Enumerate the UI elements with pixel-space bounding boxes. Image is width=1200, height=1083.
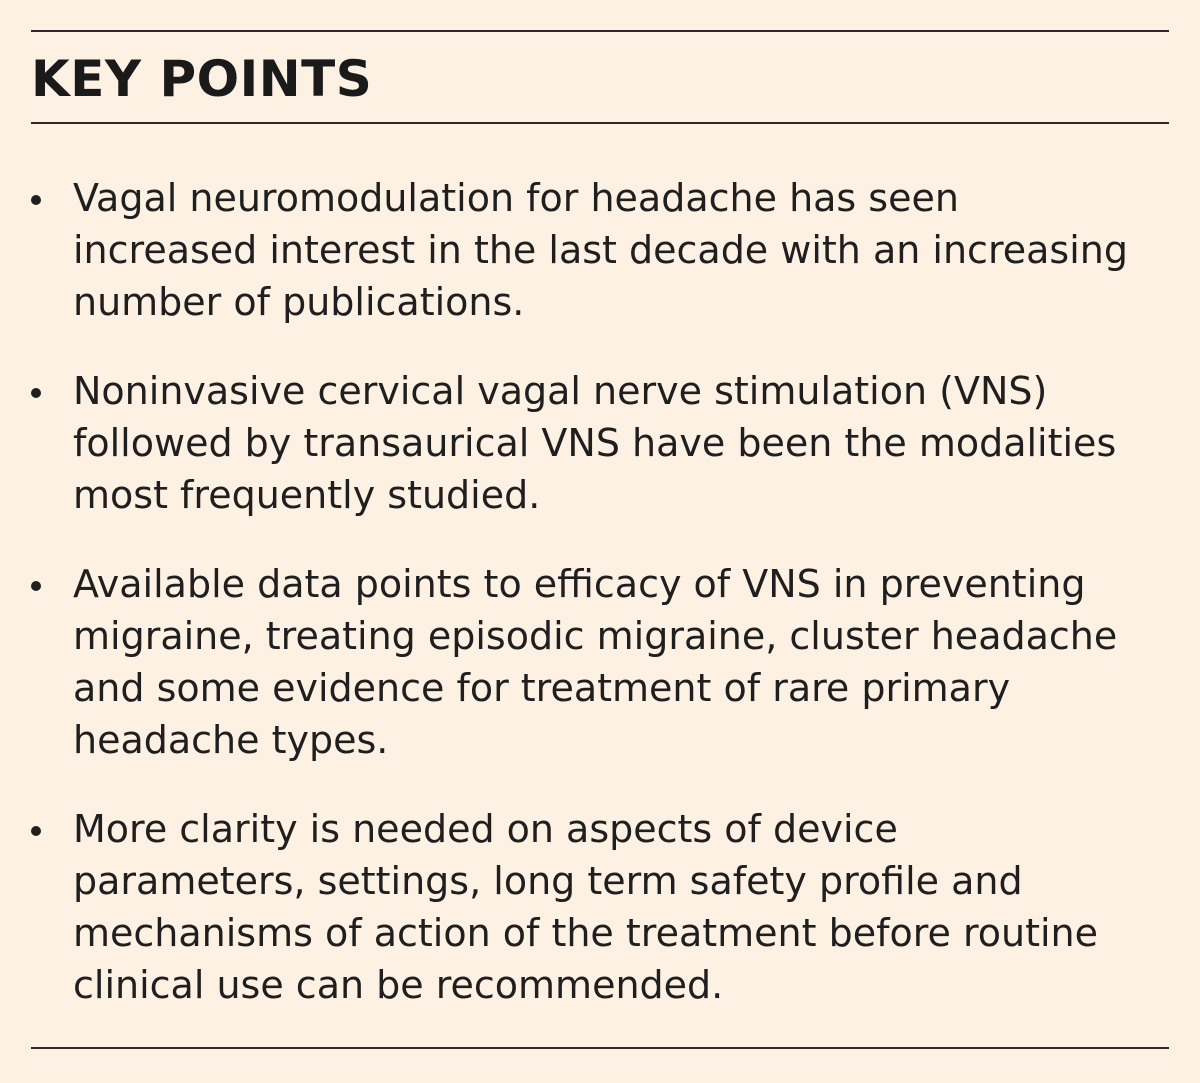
key-point-line: most frequently studied. bbox=[73, 473, 541, 517]
key-point-line: Available data points to efficacy of VNS in preventing bbox=[73, 562, 1086, 606]
key-point-line: increased interest in the last decade with an increasing bbox=[73, 228, 1128, 272]
key-point-line: Vagal neuromodulation for headache has seen bbox=[73, 176, 959, 220]
bullet-icon bbox=[31, 195, 41, 205]
key-point-line: parameters, settings, long term safety profile and bbox=[73, 859, 1023, 903]
key-point-2 bbox=[31, 365, 1169, 521]
key-point-line: More clarity is needed on aspects of device bbox=[73, 807, 898, 851]
title-rule bbox=[31, 122, 1169, 124]
bullet-icon bbox=[31, 826, 41, 836]
bottom-rule bbox=[31, 1047, 1169, 1049]
bullet-icon bbox=[31, 388, 41, 398]
key-point-line: and some evidence for treatment of rare primary bbox=[73, 666, 1011, 710]
key-point-line: migraine, treating episodic migraine, cluster headache bbox=[73, 614, 1118, 658]
key-point-line: headache types. bbox=[73, 718, 389, 762]
key-point-line: followed by transaurical VNS have been the modalities bbox=[73, 421, 1117, 465]
key-point-line: clinical use can be recommended. bbox=[73, 963, 724, 1007]
key-point-4 bbox=[31, 803, 1169, 1011]
bullet-icon bbox=[31, 581, 41, 591]
key-point-line: Noninvasive cervical vagal nerve stimulation (VNS) bbox=[73, 369, 1048, 413]
key-point-line: mechanisms of action of the treatment before routine bbox=[73, 911, 1099, 955]
key-points-list bbox=[31, 172, 1169, 1011]
key-points-title: KEY POINTS bbox=[31, 50, 373, 108]
key-point-line: number of publications. bbox=[73, 280, 525, 324]
key-point-3 bbox=[31, 558, 1169, 766]
key-point-1 bbox=[31, 172, 1169, 328]
top-rule bbox=[31, 30, 1169, 32]
